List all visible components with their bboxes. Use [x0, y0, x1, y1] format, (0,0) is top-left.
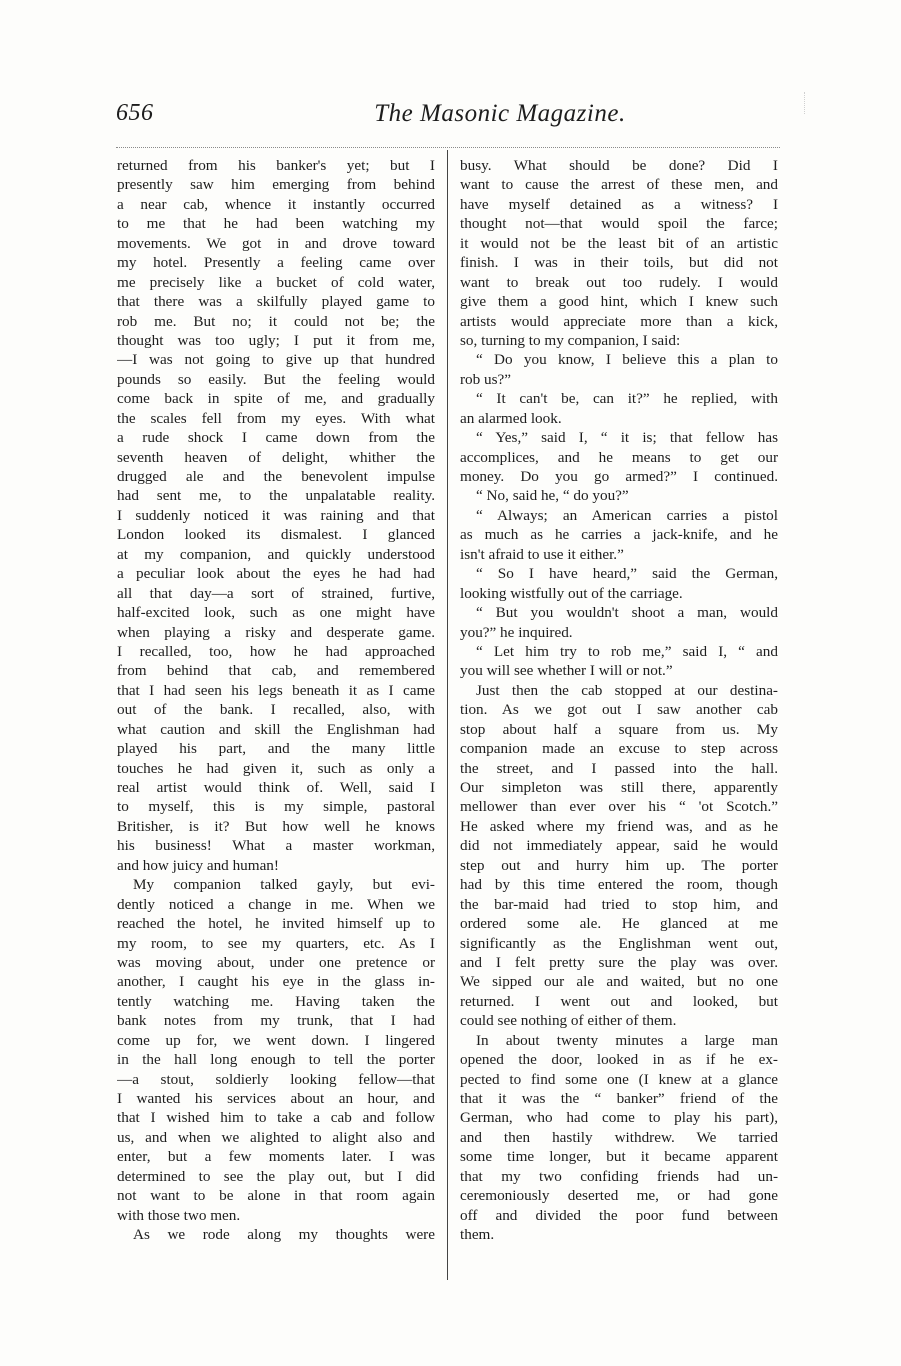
text-line: opened the door, looked in as if he ex-: [460, 1051, 778, 1069]
text-line: all that day—a sort of strained, furtive,: [117, 584, 435, 602]
text-line: artists would appreciate more than a kick,: [460, 312, 778, 330]
text-line: and how juicy and human!: [117, 856, 279, 874]
text-line: as much as he carries a jack-knife, and he: [460, 526, 778, 544]
text-line: my hotel. Presently a feeling came over: [117, 254, 435, 272]
text-line: that my two confiding friends had un-: [460, 1167, 778, 1185]
text-line: real artist would think of. Well, said I: [117, 779, 435, 796]
text-line: could see nothing of either of them.: [460, 1012, 677, 1030]
text-line: presently saw him emerging from behind: [117, 176, 435, 194]
text-line: touches he had given it, such as only a: [117, 759, 435, 777]
text-line: pounds so easily. But the feeling would: [117, 370, 435, 388]
text-line: —I was not going to give up that hundred: [117, 351, 435, 369]
text-line: to me that he had been watching my: [117, 215, 435, 233]
text-line: that I wished him to take a cab and follow: [117, 1109, 435, 1127]
text-line: money. Do you go armed?” I continued.: [460, 468, 778, 485]
text-line: out of the bank. I recalled, also, with: [117, 701, 435, 719]
text-line: the scales fell from my eyes. With what: [117, 409, 435, 427]
text-line: me precisely like a bucket of cold water,: [117, 273, 435, 291]
text-line: I wanted his services about an hour, and: [117, 1090, 435, 1107]
text-line: some time longer, but it became apparent: [460, 1148, 778, 1166]
text-line: accomplices, and he means to get our: [460, 448, 778, 466]
text-line: when playing a risky and desperate game.: [117, 623, 435, 641]
text-line: I recalled, too, how he had approached: [117, 642, 435, 660]
text-line: He asked where my friend was, and as he: [460, 817, 778, 835]
text-line: —a stout, soldierly looking fellow—that: [117, 1070, 435, 1088]
text-line: a near cab, whence it instantly occurred: [117, 195, 435, 213]
text-line: have myself detained as a witness? I: [460, 195, 778, 213]
text-line: them.: [460, 1226, 495, 1244]
text-line: the street, and I passed into the hall.: [460, 759, 778, 777]
text-line: “ Yes,” said I, “ it is; that fellow has: [476, 429, 778, 447]
text-line: “ But you wouldn't shoot a man, would: [476, 604, 778, 622]
header-rule: [116, 147, 780, 148]
text-line: significantly as the Englishman went out,: [460, 934, 778, 952]
text-line: off and divided the poor fund between: [460, 1206, 778, 1224]
text-line: bank notes from my trunk, that I had: [117, 1012, 435, 1030]
text-line: so, turning to my companion, I said:: [460, 331, 681, 349]
text-line: give them a good hint, which I knew such: [460, 293, 778, 311]
text-line: ceremoniously deserted me, or had gone: [460, 1187, 778, 1205]
text-line: you?” he inquired.: [460, 623, 573, 641]
text-line: companion made an excuse to step across: [460, 740, 778, 758]
text-line: it would not be the least bit of an artistic: [460, 234, 778, 252]
text-line: you will see whether I will or not.”: [460, 662, 673, 680]
text-line: played his part, and the many little: [117, 740, 435, 758]
text-line: Just then the cab stopped at our destina-: [476, 681, 778, 699]
page-number: 656: [116, 100, 154, 126]
text-line: stop about half a square from us. My: [460, 720, 778, 738]
text-line: rob us?”: [460, 370, 512, 388]
text-line: was moving about, under one pretence or: [117, 953, 435, 971]
text-line: thought not—that would spoil the farce;: [460, 215, 778, 233]
text-line: had sent me, to the unpalatable reality.: [117, 487, 435, 505]
text-line: another, I caught his eye in the glass in-: [117, 973, 435, 991]
text-line: We sipped our ale and waited, but no one: [460, 973, 778, 991]
text-line: with those two men.: [117, 1206, 241, 1224]
text-line: “ Do you know, I believe this a plan to: [476, 351, 778, 369]
text-line: want to break out too rudely. I would: [460, 273, 778, 291]
text-line: that it was the “ banker” friend of the: [460, 1090, 778, 1107]
text-line: “ No, said he, “ do you?”: [476, 487, 629, 505]
text-line: busy. What should be done? Did I: [460, 157, 778, 174]
text-line: determined to see the play out, but I did: [117, 1167, 435, 1185]
text-line: want to cause the arrest of these men, and: [460, 176, 778, 194]
text-line: tion. As we got out I saw another cab: [460, 701, 778, 719]
text-line: seventh heaven of delight, whither the: [117, 448, 435, 466]
text-line: pected to find some one (I knew at a glance: [460, 1070, 778, 1088]
text-line: “ Always; an American carries a pistol: [476, 506, 778, 524]
text-line: come up for, we went down. I lingered: [117, 1031, 435, 1049]
text-line: tently watching me. Having taken the: [117, 992, 435, 1010]
margin-mark: [804, 92, 806, 114]
text-line: my room, to see my quarters, etc. As I: [117, 934, 435, 952]
text-line: a rude shock I came down from the: [117, 429, 435, 447]
text-line: German, who had come to play his part),: [460, 1109, 778, 1127]
text-line: ordered some ale. He glanced at me: [460, 915, 778, 933]
column-divider: [447, 150, 448, 1280]
text-line: rob me. But no; it could not be; the: [117, 312, 435, 330]
running-head-title: The Masonic Magazine.: [374, 100, 626, 127]
text-line: come back in spite of me, and gradually: [117, 390, 435, 408]
text-line: us, and when we alighted to alight also and: [117, 1128, 435, 1146]
text-line: his business! What a master workman,: [117, 837, 435, 855]
text-line: in the hall long enough to tell the porter: [117, 1051, 435, 1069]
text-line: reached the hotel, he invited himself up to: [117, 915, 435, 933]
text-line: isn't afraid to use it either.”: [460, 545, 624, 563]
text-line: looking wistfully out of the carriage.: [460, 584, 683, 602]
text-line: not want to be alone in that room again: [117, 1187, 435, 1205]
text-line: step out and hurry him up. The porter: [460, 856, 778, 874]
text-line: had by this time entered the room, though: [460, 876, 778, 894]
text-line: from behind that cab, and remembered: [117, 662, 435, 680]
text-line: Our simpleton was still there, apparently: [460, 779, 778, 796]
text-line: I suddenly noticed it was raining and that: [117, 506, 435, 524]
text-line: a peculiar look about the eyes he had had: [117, 565, 435, 583]
text-line: dently noticed a change in me. When we: [117, 895, 435, 913]
text-line: returned from his banker's yet; but I: [117, 157, 435, 174]
text-line: that there was a skilfully played game to: [117, 293, 435, 311]
text-line: that I had seen his legs beneath it as I came: [117, 681, 435, 699]
text-line: mellower than ever over his “ 'ot Scotch.”: [460, 798, 778, 816]
text-line: and then hastily withdrew. We tarried: [460, 1128, 778, 1146]
text-line: drugged ale and the benevolent impulse: [117, 468, 435, 485]
left-column: [117, 156, 435, 1245]
text-line: thought was too ugly; I put it from me,: [117, 331, 435, 349]
text-line: As we rode along my thoughts were: [133, 1226, 435, 1244]
text-line: did not immediately appear, said he would: [460, 837, 778, 855]
text-line: movements. We got in and drove toward: [117, 234, 435, 252]
text-line: My companion talked gayly, but evi-: [133, 876, 435, 894]
text-line: finish. I was in their toils, but did not: [460, 254, 778, 272]
text-line: London looked its dismalest. I glanced: [117, 526, 435, 544]
text-line: In about twenty minutes a large man: [476, 1031, 778, 1049]
text-line: an alarmed look.: [460, 409, 562, 427]
text-line: the bar-maid had tried to stop him, and: [460, 895, 778, 913]
right-column: [460, 156, 778, 1245]
text-line: “ It can't be, can it?” he replied, with: [476, 390, 778, 408]
text-line: returned. I went out and looked, but: [460, 992, 778, 1010]
text-line: and I felt pretty sure the play was over.: [460, 953, 778, 971]
text-line: Britisher, is it? But how well he knows: [117, 817, 435, 835]
text-line: “ So I have heard,” said the German,: [476, 565, 778, 583]
text-line: “ Let him try to rob me,” said I, “ and: [476, 642, 778, 660]
text-line: what caution and skill the Englishman had: [117, 720, 435, 738]
text-line: to myself, this is my simple, pastoral: [117, 798, 435, 816]
text-line: enter, but a few moments later. I was: [117, 1148, 435, 1166]
text-line: at my companion, and quickly understood: [117, 545, 435, 563]
text-line: half-excited look, such as one might have: [117, 604, 435, 622]
